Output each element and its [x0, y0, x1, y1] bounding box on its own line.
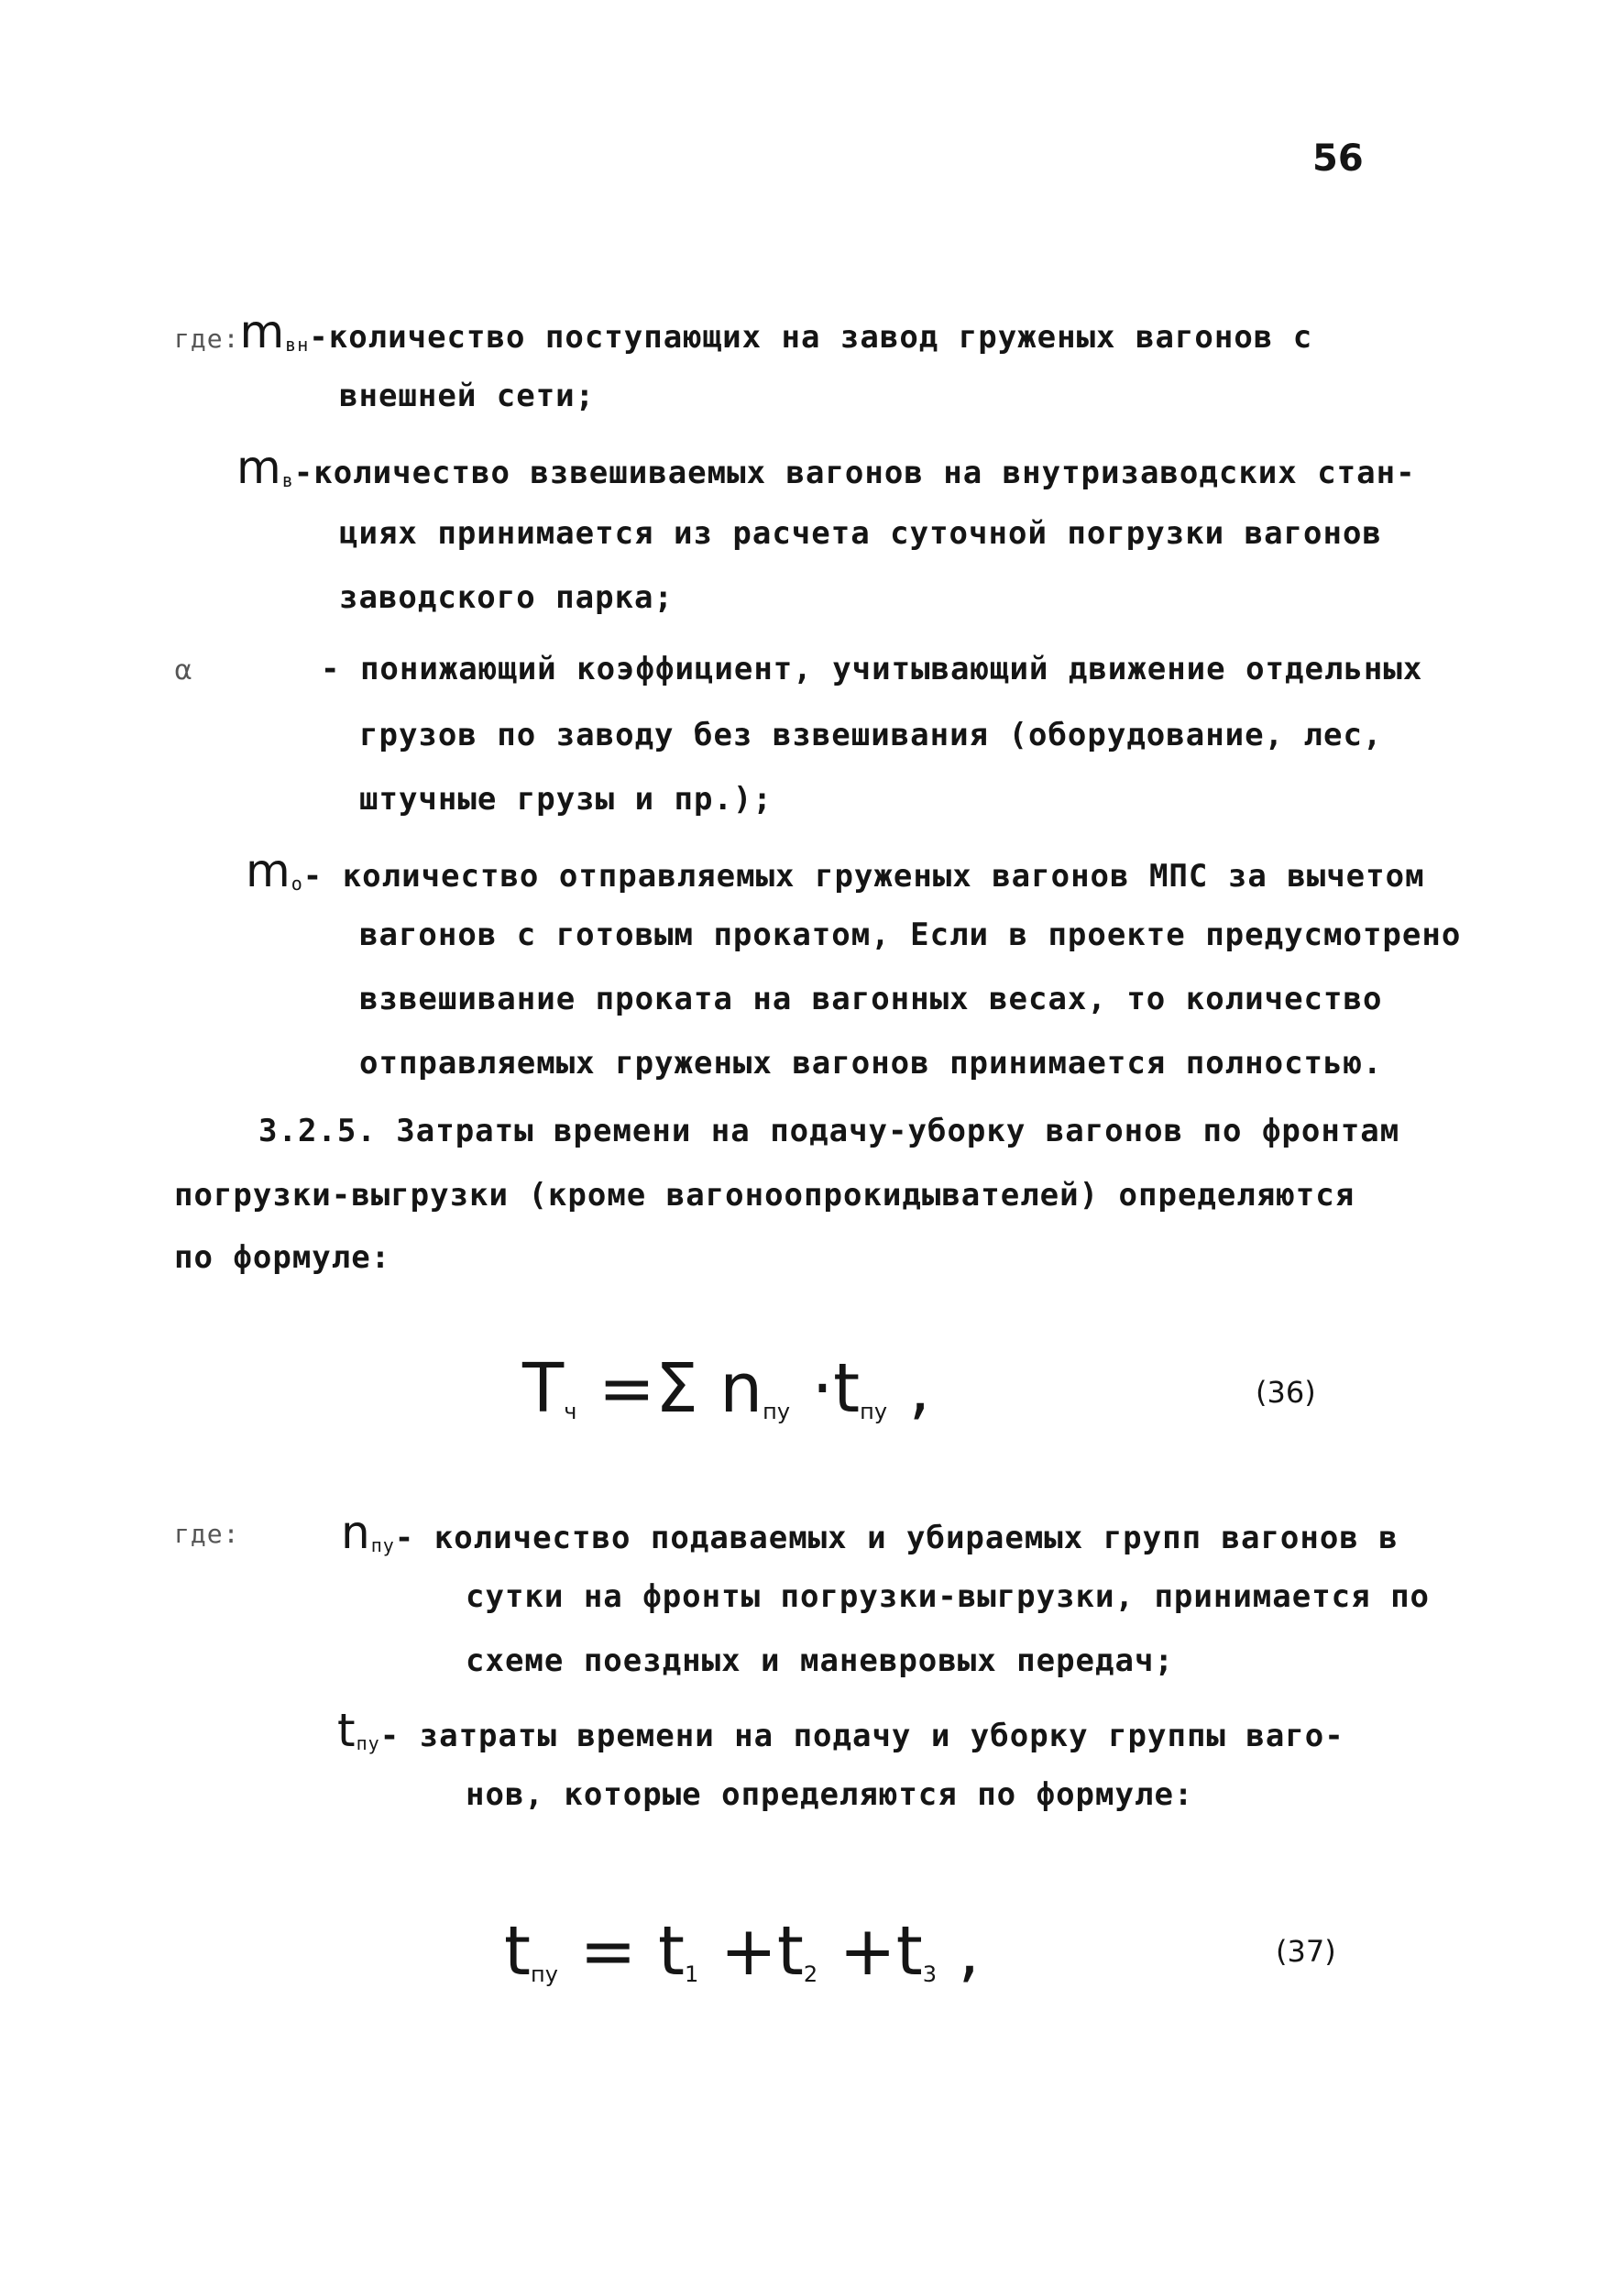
where-prefix: где:	[174, 1519, 240, 1549]
formula-operator: ·	[811, 1349, 834, 1428]
definition-text: -количество поступающих на завод груженых вагонов с	[309, 319, 1313, 356]
symbol-n-pu: n	[341, 1506, 371, 1559]
section-paragraph-line: погрузки-выгрузки (кроме вагоноопрокидывателей) определяются	[174, 1177, 1355, 1214]
formula-operator: +	[719, 1912, 777, 1991]
section-paragraph-line: по формуле:	[174, 1239, 391, 1276]
formula-37	[504, 1910, 980, 2016]
symbol-subscript: пу	[370, 1534, 395, 1556]
formula-symbol: n	[719, 1349, 763, 1428]
definition-line: заводского парка;	[339, 579, 674, 616]
formula-subscript: 3	[922, 1961, 937, 1987]
definition-line	[341, 1506, 1399, 1565]
definition-line	[246, 844, 1425, 904]
definition-line: грузов по заводу без взвешивания (оборудование, лес,	[359, 717, 1383, 753]
formula-subscript: пу	[763, 1399, 791, 1424]
page-number: 56	[1312, 137, 1364, 180]
formula-number: (36)	[1256, 1375, 1316, 1410]
formula-symbol: t	[833, 1349, 861, 1428]
definition-line: - понижающий коэффициент, учитывающий движение отдельных	[321, 651, 1423, 687]
definition-line	[174, 305, 1313, 365]
symbol-m-vn: m	[239, 305, 286, 358]
formula-symbol: t	[504, 1912, 532, 1991]
symbol-alpha: α	[174, 654, 193, 687]
formula-operator: =	[579, 1912, 637, 1991]
symbol-subscript: о	[291, 873, 303, 895]
definition-line	[174, 649, 193, 691]
formula-subscript: пу	[860, 1399, 888, 1424]
formula-symbol: T	[522, 1349, 565, 1428]
definition-line: взвешивание проката на вагонных весах, то количество	[359, 981, 1383, 1017]
definition-line	[337, 1704, 1344, 1763]
formula-subscript: пу	[531, 1961, 558, 1987]
definition-text: -количество взвешиваемых вагонов на внутризаводских стан-	[293, 455, 1416, 491]
definition-text: - количество подаваемых и убираемых групп вагонов в	[394, 1520, 1399, 1556]
definition-line	[174, 1512, 239, 1554]
symbol-subscript: пу	[356, 1732, 380, 1754]
formula-36	[522, 1347, 930, 1453]
symbol-m-o: m	[246, 844, 291, 897]
definition-text: - затраты времени на подачу и уборку группы ваго-	[379, 1718, 1344, 1754]
definition-line: вагонов с готовым прокатом, Если в проекте предусмотрено	[359, 917, 1462, 953]
formula-operator: +	[839, 1912, 896, 1991]
symbol-subscript: в	[281, 469, 294, 491]
definition-line: нов, которые определяются по формуле:	[466, 1776, 1194, 1813]
formula-operator: =	[598, 1349, 655, 1428]
symbol-t-pu: t	[337, 1704, 357, 1757]
definition-line: схеме поездных и маневровых передач;	[466, 1642, 1174, 1679]
definition-line: сутки на фронты погрузки-выгрузки, принимается по	[466, 1578, 1431, 1615]
definition-line: отправляемых груженых вагонов принимается полностью.	[359, 1045, 1383, 1082]
formula-operator: ,	[908, 1349, 931, 1428]
formula-operator: Σ	[654, 1349, 698, 1428]
definition-line: внешней сети;	[339, 378, 596, 414]
section-paragraph-line: 3.2.5. Затраты времени на подачу-уборку вагонов по фронтам	[258, 1113, 1400, 1149]
formula-symbol: t	[776, 1912, 804, 1991]
symbol-m-v: m	[236, 441, 282, 494]
definition-line: штучные грузы и пр.);	[359, 781, 773, 818]
formula-subscript: ч	[564, 1399, 577, 1424]
definition-line: циях принимается из расчета суточной погрузки вагонов	[339, 515, 1382, 552]
formula-symbol: t	[895, 1912, 923, 1991]
formula-operator: ,	[958, 1912, 981, 1991]
formula-number: (37)	[1276, 1934, 1336, 1969]
where-prefix: где:	[174, 324, 240, 354]
definition-text: - количество отправляемых груженых вагонов МПС за вычетом	[302, 858, 1425, 895]
symbol-subscript: вн	[285, 334, 310, 356]
definition-line	[236, 441, 1416, 500]
formula-subscript: 2	[803, 1961, 818, 1987]
formula-subscript: 1	[685, 1961, 699, 1987]
formula-symbol: t	[658, 1912, 686, 1991]
